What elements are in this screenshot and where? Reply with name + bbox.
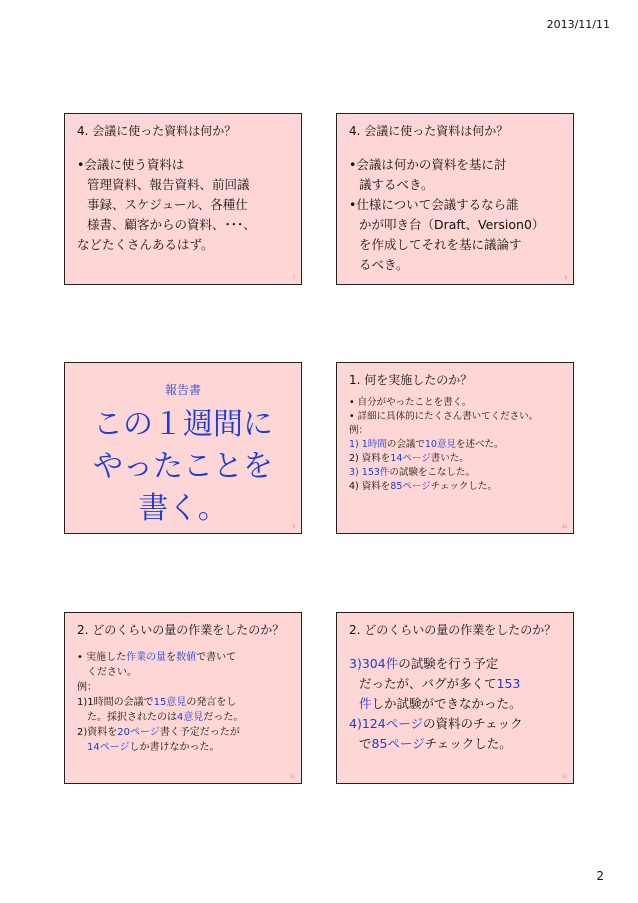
list-item-cont xyxy=(77,710,301,725)
highlight-span: 85ページ xyxy=(371,736,425,751)
text-span: しか試験ができなかった。 xyxy=(371,696,522,711)
slide-6 xyxy=(336,612,574,784)
list-item xyxy=(349,438,573,452)
text-line: 管理資料、報告資料、前回議 xyxy=(87,177,250,192)
text-line: などたくさんあるはず。 xyxy=(77,237,214,252)
item-highlight: 14ページ xyxy=(390,453,431,464)
slide-title: 2. どのくらいの量の作業をしたのか？ xyxy=(77,623,285,637)
list-item xyxy=(77,695,301,710)
bullet-line: • 自分がやったことを書く。 xyxy=(349,397,472,408)
page-number: 2 xyxy=(596,869,604,883)
print-date: 2013/11/11 xyxy=(546,18,610,31)
text-line: 議するべき。 xyxy=(359,177,434,192)
list-item xyxy=(349,714,573,734)
slide-1 xyxy=(64,113,302,285)
list-item xyxy=(77,725,301,740)
highlight-span: 15意見 xyxy=(153,697,187,708)
text-span: 1)1時間の会議で xyxy=(77,697,154,708)
example-label: 例： xyxy=(349,425,369,436)
text-span: た。採択されたのは xyxy=(87,712,177,723)
slide-title: 4. 会議に使った資料は何か？ xyxy=(349,124,509,138)
slide-number: 11 xyxy=(289,774,295,779)
text-line: を作成してそれを基に議論す xyxy=(359,237,522,252)
text-span: で xyxy=(359,736,372,751)
text-span: だった。 xyxy=(203,712,244,723)
item-text: 資料を xyxy=(361,481,391,492)
list-item-cont xyxy=(349,674,573,694)
text-span: チェックした。 xyxy=(424,736,512,751)
item-text: 資料を xyxy=(361,453,391,464)
text-span: の資料のチェック xyxy=(422,716,523,731)
item-number: 3) xyxy=(349,656,362,671)
bullet-line: • 詳細に具体的にたくさん書いてください。 xyxy=(349,411,539,422)
list-item-cont xyxy=(77,740,301,755)
slide-title: 2. どのくらいの量の作業をしたのか？ xyxy=(349,623,557,637)
item-text: チェックした。 xyxy=(430,481,497,492)
highlight-span: 作業の量 xyxy=(126,652,167,663)
item-number: 1) xyxy=(349,439,359,450)
bullet-line: •仕様について会議するなら誰 xyxy=(349,197,519,212)
highlight-span: 14ページ xyxy=(87,742,130,753)
item-text: 書いた。 xyxy=(430,453,469,464)
bullet-line: •会議は何かの資料を基に討 xyxy=(349,157,507,172)
slide-body xyxy=(77,155,301,255)
text-line: 様書、顧客からの資料、･･･、 xyxy=(87,217,256,232)
text-span: • 実施した xyxy=(77,652,127,663)
list-item-cont xyxy=(349,694,573,714)
slide-subtitle: 報告書 xyxy=(164,383,201,397)
list-item xyxy=(349,452,573,466)
headline-line: 書く。 xyxy=(138,491,228,526)
text-span: で書いて xyxy=(196,652,237,663)
text-span: を xyxy=(166,652,177,663)
item-number: 4) xyxy=(349,716,362,731)
item-number: 3) xyxy=(349,467,359,478)
highlight-span: 4意見 xyxy=(177,712,204,723)
text-line: るべき。 xyxy=(359,257,409,272)
example-label: 例： xyxy=(77,682,97,693)
text-span: だったが、バグが多くて xyxy=(359,676,497,691)
item-text: を述べた。 xyxy=(455,439,504,450)
item-text: の会議で xyxy=(386,439,425,450)
highlight-span: 153 xyxy=(496,676,521,691)
slide-3 xyxy=(64,362,302,534)
slide-number: 10 xyxy=(561,524,567,529)
highlight-span: 124ページ xyxy=(361,716,423,731)
bullet-line xyxy=(77,650,301,665)
highlight-span: 数値 xyxy=(176,652,197,663)
text-span: 2)資料を xyxy=(77,727,118,738)
text-line: かが叩き台（Draft、Version0） xyxy=(359,217,545,232)
headline-line: やったことを xyxy=(93,449,273,484)
slide-body xyxy=(77,650,301,755)
slide-number: 12 xyxy=(561,774,567,779)
highlight-span: 20ページ xyxy=(117,727,160,738)
text-span: 書く予定だったが xyxy=(159,727,240,738)
slide-2 xyxy=(336,113,574,285)
text-line: 事録、スケジュール、各種仕 xyxy=(87,197,248,212)
slide-4 xyxy=(336,362,574,534)
slide-number: 7 xyxy=(292,275,295,280)
list-item xyxy=(349,654,573,674)
slide-body xyxy=(349,654,573,754)
item-number: 4) xyxy=(349,481,359,492)
text-span: の試験を行う予定 xyxy=(398,656,499,671)
list-item xyxy=(349,480,573,494)
slide-title: 1. 何を実施したのか？ xyxy=(349,373,473,387)
list-item-cont xyxy=(349,734,573,754)
item-highlight: 153件 xyxy=(361,467,390,478)
headline-line: この１週間に xyxy=(93,407,273,442)
text-line: ください。 xyxy=(87,667,137,678)
list-item xyxy=(349,466,573,480)
slide-number: 9 xyxy=(292,524,295,529)
item-text: の試験をこなした。 xyxy=(389,467,475,478)
item-highlight: 10意見 xyxy=(424,439,456,450)
slide-body xyxy=(349,155,573,275)
highlight-span: 304件 xyxy=(361,656,399,671)
slide-number: 8 xyxy=(564,275,567,280)
item-highlight: 85ページ xyxy=(390,481,431,492)
bullet-line: •会議に使う資料は xyxy=(77,157,185,172)
item-highlight: 1時間 xyxy=(361,439,387,450)
text-span: の発言をし xyxy=(186,697,237,708)
slide-title: 4. 会議に使った資料は何か？ xyxy=(77,124,237,138)
item-number: 2) xyxy=(349,453,359,464)
slide-5 xyxy=(64,612,302,784)
text-span: しか書けなかった。 xyxy=(129,742,220,753)
slide-body xyxy=(349,396,573,494)
highlight-span: 件 xyxy=(359,696,372,711)
slide-headline xyxy=(65,404,301,530)
